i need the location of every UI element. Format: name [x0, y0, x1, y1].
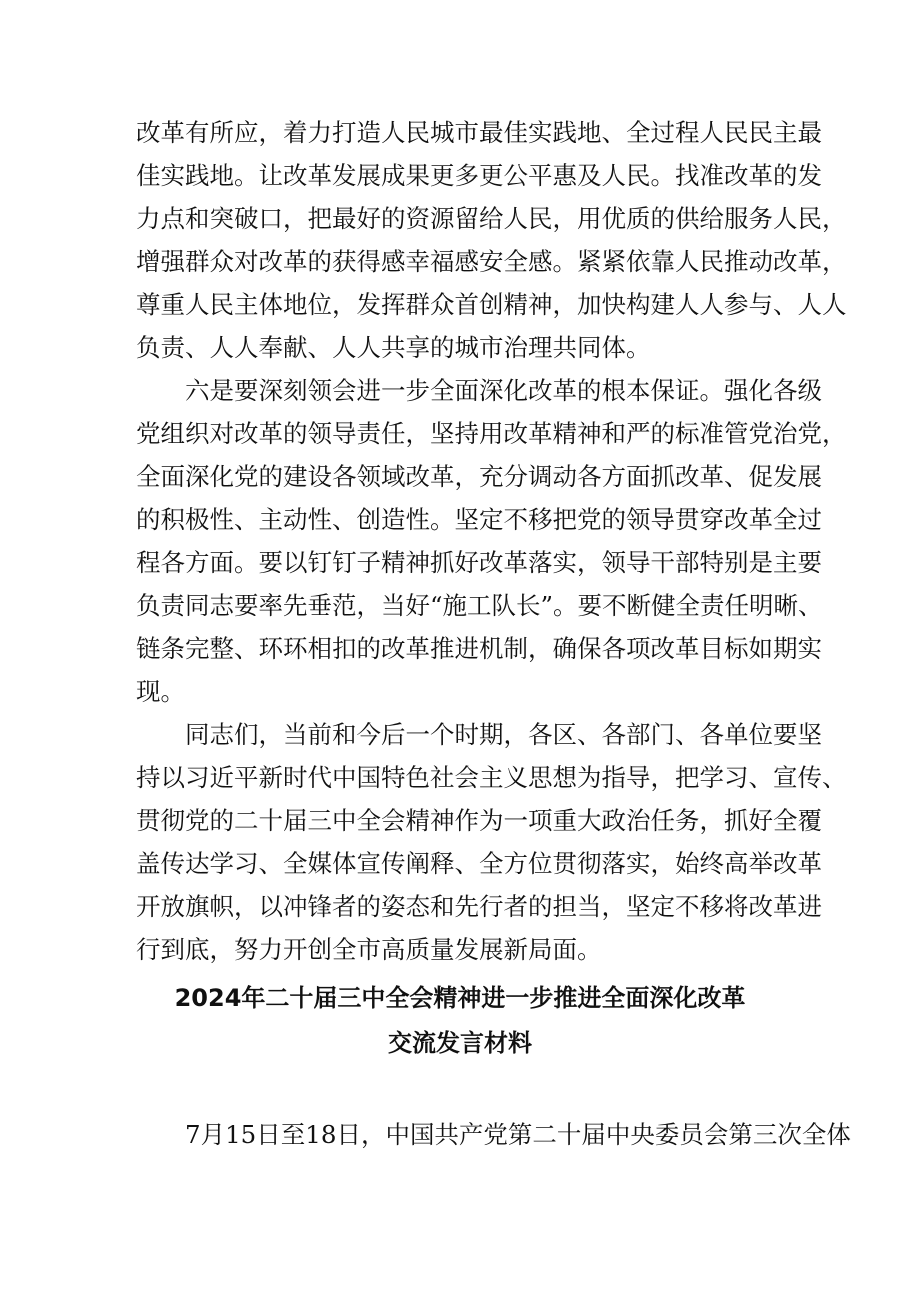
body-text-line: 六是要深刻领会进一步全面深化改革的根本保证。强化各级 [185, 376, 822, 405]
body-text-line: 现。 [136, 677, 185, 706]
body-text-line: 开放旗帜，以冲锋者的姿态和先行者的担当，坚定不移将改革进 [136, 892, 822, 921]
body-text-line: 尊重人民主体地位，发挥群众首创精神，加快构建人人参与、人人 [136, 290, 847, 319]
body-text-line: 持以习近平新时代中国特色社会主义思想为指导，把学习、宣传、 [136, 763, 847, 792]
body-text-line: 程各方面。要以钉钉子精神抓好改革落实，领导干部特别是主要 [136, 548, 822, 577]
body-text-line: 力点和突破口，把最好的资源留给人民，用优质的供给服务人民， [136, 204, 847, 233]
body-text-line: 行到底，努力开创全市高质量发展新局面。 [136, 935, 602, 964]
body-text-line: 改革有所应，着力打造人民城市最佳实践地、全过程人民民主最 [136, 118, 822, 147]
body-text-line: 7月15日至18日，中国共产党第二十届中央委员会第三次全体 [185, 1120, 851, 1149]
body-text-line: 增强群众对改革的获得感幸福感安全感。紧紧依靠人民推动改革， [136, 247, 847, 276]
body-text-line: 负责同志要率先垂范，当好“施工队长”。要不断健全责任明晰、 [136, 591, 823, 620]
body-text-line: 链条完整、环环相扣的改革推进机制，确保各项改革目标如期实 [136, 634, 822, 663]
body-text-line: 的积极性、主动性、创造性。坚定不移把党的领导贯穿改革全过 [136, 505, 822, 534]
body-text-line: 全面深化党的建设各领域改革，充分调动各方面抓改革、促发展 [136, 462, 822, 491]
body-text-line: 贯彻党的二十届三中全会精神作为一项重大政治任务，抓好全覆 [136, 806, 822, 835]
body-text-line: 盖传达学习、全媒体宣传阐释、全方位贯彻落实，始终高举改革 [136, 849, 822, 878]
body-text-line: 党组织对改革的领导责任，坚持用改革精神和严的标准管党治党， [136, 419, 847, 448]
body-text-line: 佳实践地。让改革发展成果更多更公平惠及人民。找准改革的发 [136, 161, 822, 190]
section-subtitle: 交流发言材料 [388, 1029, 532, 1057]
body-text-line: 同志们，当前和今后一个时期，各区、各部门、各单位要坚 [185, 720, 822, 749]
body-text-line: 负责、人人奉献、人人共享的城市治理共同体。 [136, 333, 651, 362]
section-title: 2024年二十届三中全会精神进一步推进全面深化改革 [174, 984, 746, 1012]
